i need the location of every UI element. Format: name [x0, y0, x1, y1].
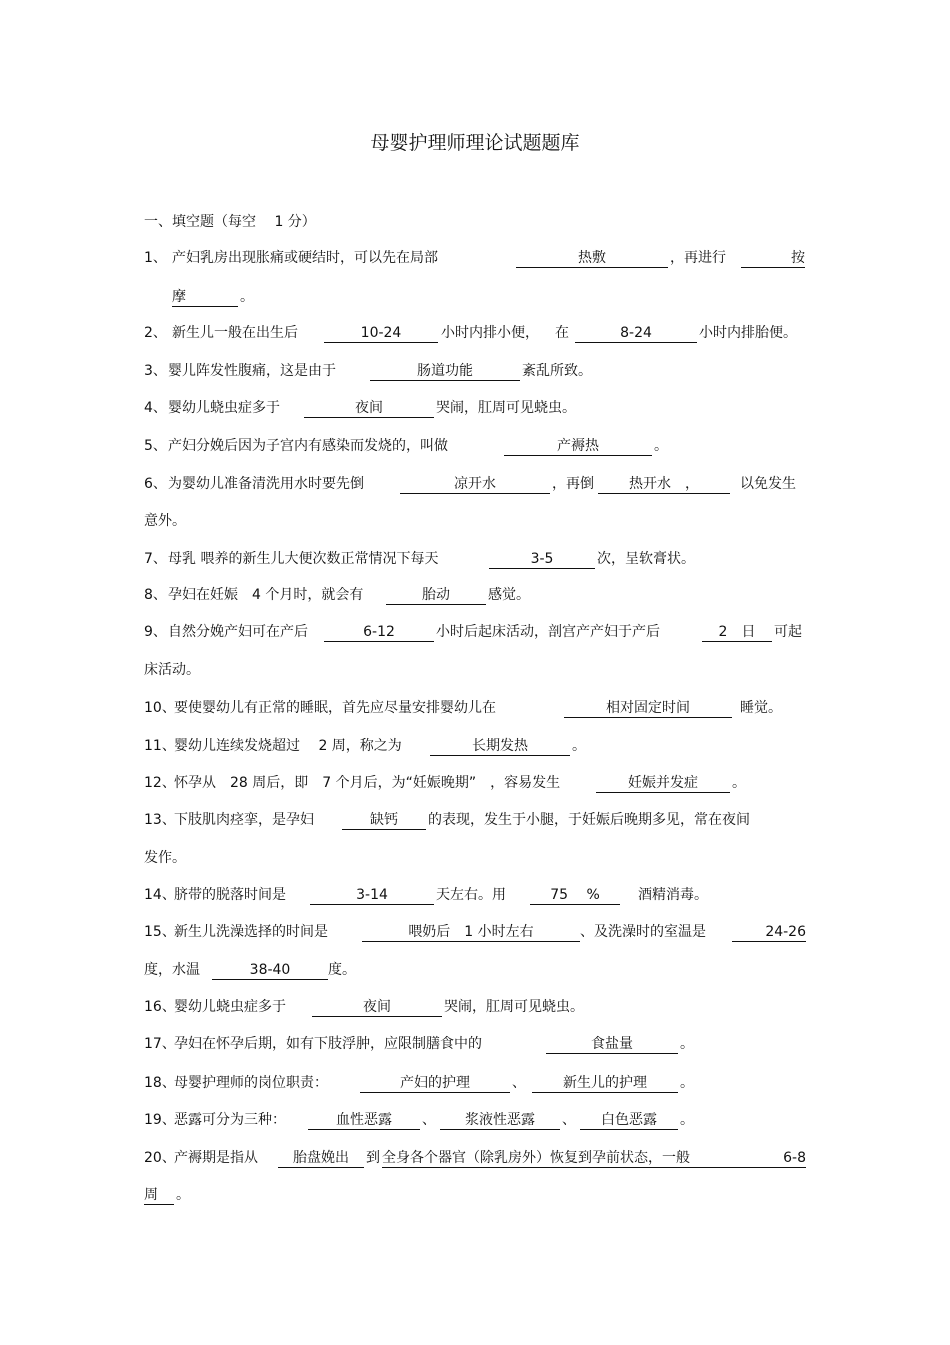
- question-text: 。: [680, 1112, 694, 1128]
- answer-blank: 摩: [172, 287, 238, 307]
- question-text: 新生儿一般在出生后: [172, 325, 298, 341]
- question-text: 怀孕从 28 周后，即 7 个月后，为“妊娠晚期” ，容易发生: [174, 775, 561, 791]
- question-text: 哭闹，肛周可见蛲虫。: [444, 999, 584, 1015]
- answer-blank: 3-14: [310, 885, 434, 905]
- answer-blank: 6-12: [324, 622, 434, 642]
- question-text: 哭闹，肛周可见蛲虫。: [436, 400, 576, 416]
- answer-blank: 凉开水: [400, 474, 550, 494]
- question-number: 2、: [144, 325, 167, 341]
- answer-blank: 长期发热: [430, 736, 570, 756]
- answer-blank: 浆液性恶露: [440, 1110, 560, 1130]
- answer-blank: 6-8: [728, 1148, 806, 1168]
- question-text: 感觉。: [488, 587, 530, 603]
- answer-blank: 喂奶后 1 小时左右: [362, 922, 580, 942]
- question-text: 小时内排胎便。: [699, 325, 797, 341]
- answer-blank: 妊娠并发症: [596, 773, 730, 793]
- question-number: 4、: [144, 400, 167, 416]
- answer-blank: 肠道功能: [370, 361, 520, 381]
- question-text: 。: [240, 289, 254, 305]
- question-text: 。: [654, 438, 668, 454]
- question-text: 婴幼儿连续发烧超过 2 周，称之为: [174, 738, 402, 754]
- question-text: 小时后起床活动，剖宫产产妇于产后: [436, 624, 660, 640]
- question-text: 恶露可分为三种：: [174, 1112, 286, 1128]
- answer-blank: 周: [144, 1185, 174, 1205]
- answer-blank: 胎动: [386, 585, 486, 605]
- answer-blank: 3-5: [489, 549, 595, 569]
- answer-blank: 热开水 ，: [598, 474, 730, 494]
- question-number: 15、: [144, 924, 176, 940]
- question-text: 天左右。用: [436, 887, 506, 903]
- question-text: 婴幼儿蛲虫症多于: [174, 999, 286, 1015]
- answer-blank: 8-24: [575, 323, 697, 343]
- answer-blank: 新生儿的护理: [532, 1073, 678, 1093]
- answer-blank: 相对固定时间: [564, 698, 732, 718]
- question-text: 酒精消毒。: [638, 887, 708, 903]
- question-number: 18、: [144, 1075, 176, 1091]
- question-text: 。: [572, 738, 586, 754]
- section-heading: 一、填空题（每空 1 分）: [144, 214, 316, 230]
- question-text: 次，呈软膏状。: [597, 551, 695, 567]
- question-text: 婴幼儿蛲虫症多于: [168, 400, 280, 416]
- page-title: 母婴护理师理论试题题库: [370, 132, 580, 154]
- answer-blank: 按: [741, 248, 805, 268]
- question-text: 、: [422, 1112, 436, 1128]
- answer-blank: 缺钙: [342, 810, 426, 830]
- question-text: 睡觉。: [740, 700, 782, 716]
- question-text: 床活动。: [144, 662, 200, 678]
- question-number: 12、: [144, 775, 176, 791]
- question-number: 6、: [144, 476, 167, 492]
- question-number: 19、: [144, 1112, 176, 1128]
- answer-blank: 产妇的护理: [360, 1073, 510, 1093]
- question-text: 度，水温: [144, 962, 200, 978]
- answer-blank: 夜间: [312, 997, 442, 1017]
- question-number: 16、: [144, 999, 176, 1015]
- question-number: 14、: [144, 887, 176, 903]
- question-number: 11、: [144, 738, 176, 754]
- answer-blank: 24-26: [732, 922, 806, 942]
- question-text: 。: [680, 1036, 694, 1052]
- answer-blank: 全身各个器官（除乳房外）恢复到孕前状态，一般: [382, 1148, 728, 1168]
- answer-blank: 热敷: [516, 248, 668, 268]
- question-text: 产妇分娩后因为子宫内有感染而发烧的，叫做: [168, 438, 448, 454]
- question-text: 要使婴幼儿有正常的睡眠，首先应尽量安排婴幼儿在: [174, 700, 496, 716]
- question-text: 的表现，发生于小腿，于妊娠后晚期多见，常在夜间: [428, 812, 750, 828]
- question-number: 10、: [144, 700, 176, 716]
- question-text: 发作。: [144, 850, 186, 866]
- question-text: 度。: [328, 962, 356, 978]
- question-text: 下肢肌肉痉挛，是孕妇: [174, 812, 314, 828]
- question-text: 、: [512, 1075, 526, 1091]
- question-text: ，再进行: [670, 250, 726, 266]
- question-number: 3、: [144, 363, 167, 379]
- question-text: 母婴护理师的岗位职责：: [174, 1075, 328, 1091]
- question-text: 母乳 喂养的新生儿大便次数正常情况下每天: [168, 551, 439, 567]
- question-text: 产褥期是指从: [174, 1150, 258, 1166]
- question-number: 13、: [144, 812, 176, 828]
- question-text: 孕妇在妊娠 4 个月时，就会有: [168, 587, 364, 603]
- question-number: 20、: [144, 1150, 176, 1166]
- question-text: 在: [555, 325, 569, 341]
- answer-blank: 2 日: [702, 622, 772, 642]
- question-text: 意外。: [144, 513, 186, 529]
- question-number: 17、: [144, 1036, 176, 1052]
- question-text: 。: [176, 1187, 190, 1203]
- question-text: 孕妇在怀孕后期，如有下肢浮肿，应限制膳食中的: [174, 1036, 482, 1052]
- question-text: 紊乱所致。: [522, 363, 592, 379]
- question-number: 8、: [144, 587, 167, 603]
- question-text: 婴儿阵发性腹痛，这是由于: [168, 363, 336, 379]
- question-text: 。: [680, 1075, 694, 1091]
- question-text: 以免发生: [740, 476, 796, 492]
- question-text: 为婴幼儿准备清洗用水时要先倒: [168, 476, 364, 492]
- question-number: 5、: [144, 438, 167, 454]
- question-number: 9、: [144, 624, 167, 640]
- answer-blank: 血性恶露: [308, 1110, 420, 1130]
- answer-blank: 产褥热: [504, 436, 652, 456]
- answer-blank: 75 %: [530, 885, 620, 905]
- answer-blank: 食盐量: [546, 1034, 678, 1054]
- answer-blank: 胎盘娩出: [278, 1148, 364, 1168]
- question-text: 、: [562, 1112, 576, 1128]
- question-text: 。: [732, 775, 746, 791]
- question-number: 7、: [144, 551, 167, 567]
- question-text: ，再倒: [552, 476, 594, 492]
- answer-blank: 白色恶露: [580, 1110, 678, 1130]
- question-text: 可起: [774, 624, 802, 640]
- question-text: 自然分娩产妇可在产后: [168, 624, 308, 640]
- question-text: 脐带的脱落时间是: [174, 887, 286, 903]
- answer-blank: 38-40: [212, 960, 328, 980]
- question-text: 新生儿洗澡选择的时间是: [174, 924, 328, 940]
- question-text: 小时内排小便，: [441, 325, 539, 341]
- question-number: 1、: [144, 250, 167, 266]
- answer-blank: 10-24: [324, 323, 438, 343]
- question-text: 到: [366, 1150, 380, 1166]
- answer-blank: 夜间: [304, 398, 434, 418]
- question-text: 产妇乳房出现胀痛或硬结时，可以先在局部: [172, 250, 438, 266]
- question-text: 、及洗澡时的室温是: [580, 924, 706, 940]
